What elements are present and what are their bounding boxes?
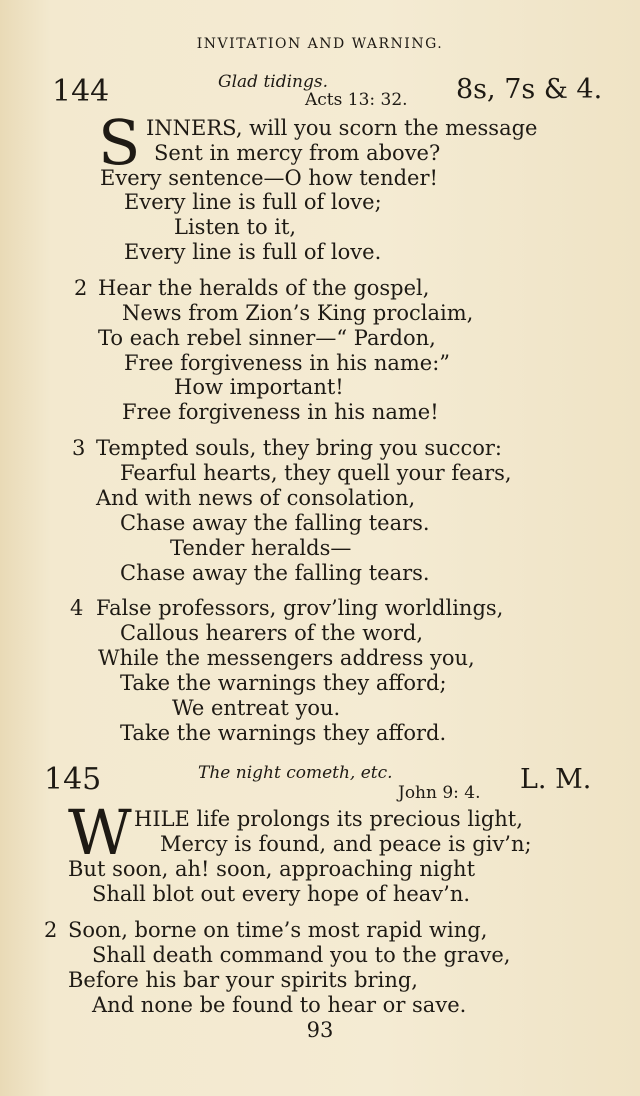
running-head: INVITATION AND WARNING. bbox=[196, 36, 444, 52]
hymn-number: 145 bbox=[44, 762, 102, 797]
hymn-title: The night cometh, etc. bbox=[198, 763, 393, 783]
verse-number: 3 bbox=[72, 436, 86, 460]
verse-line: And none be found to hear or save. bbox=[92, 993, 467, 1017]
verse-line: Free forgiveness in his name! bbox=[122, 400, 439, 424]
verse-line: Mercy is found, and peace is giv’n; bbox=[160, 832, 532, 856]
verse-line: False professors, grov’ling worldlings, bbox=[96, 596, 504, 620]
verse-line: HILE life prolongs its precious light, bbox=[134, 807, 523, 831]
verse-line: We entreat you. bbox=[172, 696, 341, 720]
verse-line: But soon, ah! soon, approaching night bbox=[68, 857, 476, 881]
verse-line: Take the warnings they afford. bbox=[120, 721, 447, 745]
verse-number: 2 bbox=[74, 276, 88, 300]
verse-line: Callous hearers of the word, bbox=[120, 621, 424, 645]
hymn-meter: L. M. bbox=[520, 764, 592, 795]
verse-line: To each rebel sinner—“ Pardon, bbox=[98, 326, 436, 350]
verse-line: Fearful hearts, they quell your fears, bbox=[120, 461, 512, 485]
drop-cap: W bbox=[68, 796, 132, 869]
drop-cap: S bbox=[98, 106, 141, 179]
verse-line: Free forgiveness in his name:” bbox=[124, 351, 451, 375]
verse-line: How important! bbox=[174, 375, 344, 399]
verse-line: Hear the heralds of the gospel, bbox=[98, 276, 430, 300]
scripture-reference: Acts 13: 32. bbox=[305, 90, 408, 110]
verse-number: 2 bbox=[44, 918, 58, 942]
hymn-title: Glad tidings. bbox=[218, 72, 328, 92]
verse-number: 4 bbox=[70, 596, 84, 620]
verse-line: Every line is full of love. bbox=[124, 240, 382, 264]
verse-line: And with news of consolation, bbox=[96, 486, 416, 510]
verse-line: Soon, borne on time’s most rapid wing, bbox=[68, 918, 488, 942]
scripture-reference: John 9: 4. bbox=[398, 783, 481, 803]
hymn-meter: 8s, 7s & 4. bbox=[456, 74, 603, 105]
verse-line: Shall blot out every hope of heav’n. bbox=[92, 882, 471, 906]
page-number: 93 bbox=[306, 1018, 334, 1042]
verse-line: Before his bar your spirits bring, bbox=[68, 968, 418, 992]
verse-line: Shall death command you to the grave, bbox=[92, 943, 511, 967]
verse-line: Sent in mercy from above? bbox=[154, 141, 441, 165]
verse-line: Listen to it, bbox=[174, 215, 297, 239]
verse-line: Every sentence—O how tender! bbox=[100, 166, 438, 190]
verse-line: Chase away the falling tears. bbox=[120, 561, 430, 585]
verse-line: News from Zion’s King proclaim, bbox=[122, 301, 474, 325]
verse-line: While the messengers address you, bbox=[98, 646, 475, 670]
verse-line: INNERS, will you scorn the message bbox=[146, 116, 538, 140]
verse-line: Take the warnings they afford; bbox=[120, 671, 447, 695]
verse-line: Chase away the falling tears. bbox=[120, 511, 430, 535]
verse-line: Tempted souls, they bring you succor: bbox=[96, 436, 502, 460]
verse-line: Tender heralds— bbox=[170, 536, 352, 560]
verse-line: Every line is full of love; bbox=[124, 190, 382, 214]
hymn-number: 144 bbox=[52, 74, 110, 109]
